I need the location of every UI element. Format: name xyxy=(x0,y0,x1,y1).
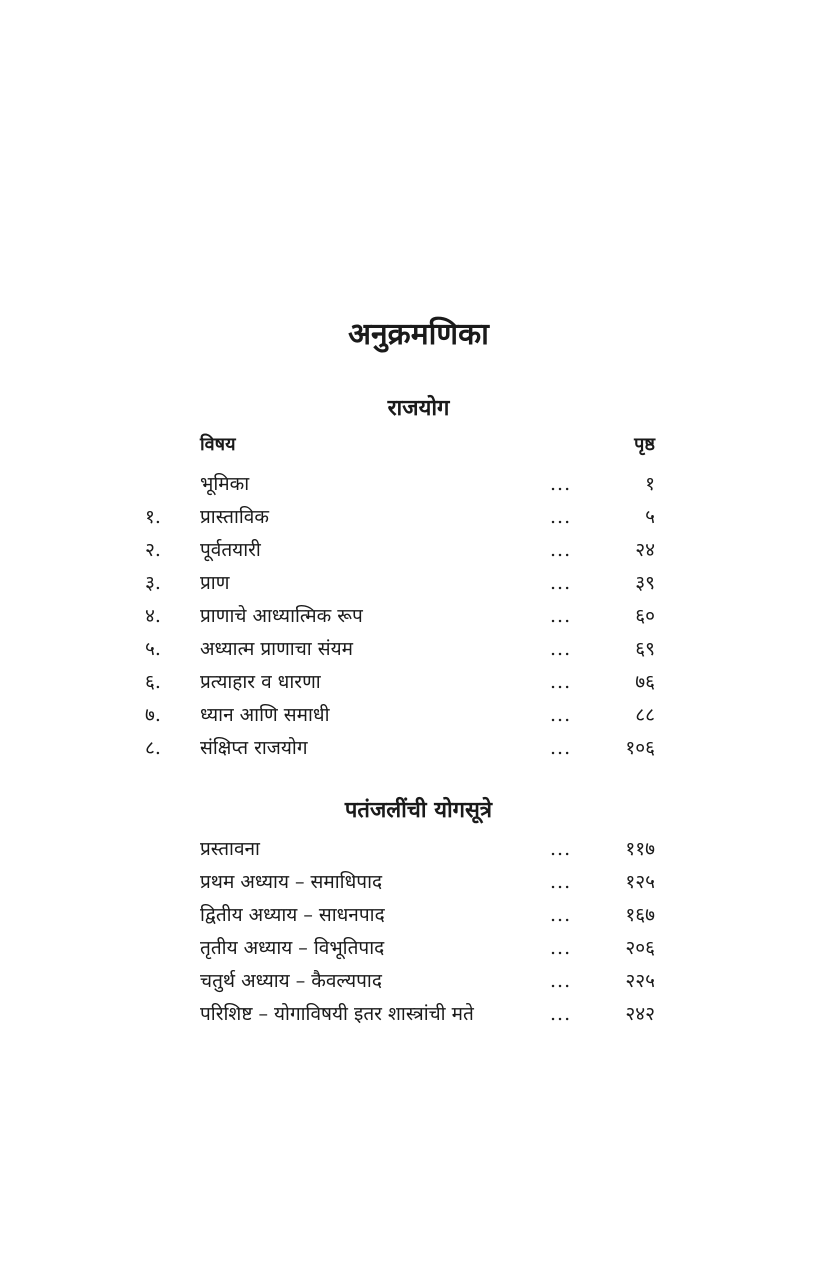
toc-topic: प्रस्तावना xyxy=(200,838,260,860)
toc-page-number: ५ xyxy=(645,506,655,528)
toc-topic: अध्यात्म प्राणाचा संयम xyxy=(200,638,353,660)
toc-topic: प्रथम अध्याय – समाधिपाद xyxy=(200,871,383,893)
column-header-page: पृष्ठ xyxy=(634,434,655,455)
toc-topic: संक्षिप्त राजयोग xyxy=(200,737,308,759)
toc-page-number: ६० xyxy=(635,605,655,627)
toc-page-number: १ xyxy=(645,473,655,495)
toc-page-number: ८८ xyxy=(635,704,655,726)
toc-number: ५. xyxy=(145,638,161,660)
toc-page-number: ११७ xyxy=(625,838,655,860)
toc-topic: तृतीय अध्याय – विभूतिपाद xyxy=(200,937,385,959)
toc-leader: ... xyxy=(550,539,572,561)
toc-row[interactable] xyxy=(145,468,655,501)
toc-leader: ... xyxy=(550,838,572,860)
toc-topic: प्रत्याहार व धारणा xyxy=(200,671,321,693)
toc-topic: द्वितीय अध्याय – साधनपाद xyxy=(200,904,385,926)
toc-topic: प्राण xyxy=(200,572,230,594)
toc-leader: ... xyxy=(550,904,572,926)
toc-topic: परिशिष्ट – योगाविषयी इतर शास्त्रांची मते xyxy=(200,1003,474,1025)
toc-row[interactable] xyxy=(145,567,655,600)
toc-number: ६. xyxy=(145,671,161,693)
toc-row[interactable] xyxy=(145,633,655,666)
toc-page-number: ७६ xyxy=(635,671,655,693)
toc-row[interactable] xyxy=(145,732,655,765)
toc-leader: ... xyxy=(550,572,572,594)
toc-page-number: २४२ xyxy=(625,1003,655,1025)
toc-leader: ... xyxy=(550,671,572,693)
toc-leader: ... xyxy=(550,937,572,959)
toc-row[interactable] xyxy=(145,965,655,998)
toc-topic: पूर्वतयारी xyxy=(200,539,261,561)
toc-topic: ध्यान आणि समाधी xyxy=(200,704,330,726)
toc-number: ४. xyxy=(145,605,161,627)
toc-row[interactable] xyxy=(145,600,655,633)
toc-page-number: १६७ xyxy=(625,904,655,926)
toc-number: ८. xyxy=(145,737,161,759)
toc-row[interactable] xyxy=(145,833,655,866)
toc-topic: प्रास्ताविक xyxy=(200,506,269,528)
section-heading-rajyoga: राजयोग xyxy=(387,395,450,421)
column-header-topic: विषय xyxy=(200,434,236,455)
toc-row[interactable] xyxy=(145,666,655,699)
toc-leader: ... xyxy=(550,871,572,893)
page-title: अनुक्रमणिका xyxy=(348,317,489,352)
toc-number: ३. xyxy=(145,572,161,594)
toc-row[interactable] xyxy=(145,932,655,965)
toc-number: ७. xyxy=(145,704,161,726)
toc-row[interactable] xyxy=(145,501,655,534)
toc-page-number: १२५ xyxy=(625,871,655,893)
toc-page-number: २२५ xyxy=(625,970,655,992)
toc-leader: ... xyxy=(550,638,572,660)
toc-page-number: ३९ xyxy=(635,572,655,594)
toc-number: १. xyxy=(145,506,161,528)
toc-topic: चतुर्थ अध्याय – कैवल्यपाद xyxy=(200,970,382,992)
toc-leader: ... xyxy=(550,737,572,759)
toc-leader: ... xyxy=(550,1003,572,1025)
toc-row[interactable] xyxy=(145,866,655,899)
toc-page-number: २४ xyxy=(635,539,655,561)
toc-page-number: २०६ xyxy=(625,937,655,959)
toc-topic: प्राणाचे आध्यात्मिक रूप xyxy=(200,605,363,627)
toc-row[interactable] xyxy=(145,899,655,932)
toc-topic: भूमिका xyxy=(200,473,250,495)
toc-leader: ... xyxy=(550,970,572,992)
toc-page-number: १०६ xyxy=(625,737,655,759)
section-heading-yogasutras: पतंजलींची योगसूत्रे xyxy=(344,797,493,823)
toc-leader: ... xyxy=(550,605,572,627)
toc-row[interactable] xyxy=(145,699,655,732)
toc-number: २. xyxy=(145,539,161,561)
toc-leader: ... xyxy=(550,473,572,495)
toc-leader: ... xyxy=(550,704,572,726)
toc-page-number: ६९ xyxy=(635,638,655,660)
toc-leader: ... xyxy=(550,506,572,528)
toc-row[interactable] xyxy=(145,998,655,1031)
toc-row[interactable] xyxy=(145,534,655,567)
